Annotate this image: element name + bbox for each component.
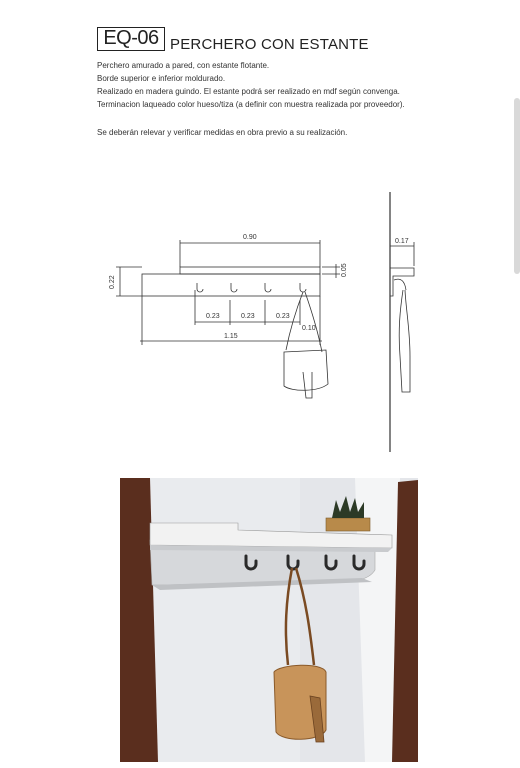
dimension-hook-spacing: 0.23 xyxy=(206,313,220,320)
dimension-hook-offset: 0.10 xyxy=(302,325,316,332)
render-view xyxy=(120,478,418,762)
description-line: Terminacion laqueado color hueso/tiza (a definir con muestra realizada por proveedor). xyxy=(97,100,405,109)
item-title: PERCHERO CON ESTANTE xyxy=(170,36,369,53)
hook-icon xyxy=(231,283,237,292)
shelf-outline xyxy=(180,267,320,274)
hook-icon xyxy=(197,283,203,292)
dimension-depth: 0.17 xyxy=(395,238,409,245)
front-elevation xyxy=(116,240,340,398)
dimension-height: 0.22 xyxy=(109,275,116,289)
dimension-hook-spacing: 0.23 xyxy=(241,313,255,320)
description-line: Realizado en madera guindo. El estante podrá ser realizado en mdf según convenga. xyxy=(97,87,400,96)
item-code: EQ-06 xyxy=(97,27,165,51)
hook-icon xyxy=(265,283,271,292)
dimension-shelf-width: 0.90 xyxy=(243,234,257,241)
shelf-profile xyxy=(390,268,414,296)
dimension-shelf-thickness: 0.05 xyxy=(341,263,348,277)
dimension-total-width: 1.15 xyxy=(224,333,238,340)
side-section xyxy=(390,192,414,452)
dimension-hook-spacing: 0.23 xyxy=(276,313,290,320)
bag-sketch xyxy=(284,292,328,398)
hook-icon xyxy=(300,283,306,292)
description-line: Perchero amurado a pared, con estante flotante. xyxy=(97,61,270,70)
description-line: Borde superior e inferior moldurado. xyxy=(97,74,226,83)
verification-note: Se deberán relevar y verificar medidas en obra previo a su realización. xyxy=(97,128,348,137)
bag-sketch xyxy=(399,290,410,392)
hook-icon xyxy=(394,279,406,290)
